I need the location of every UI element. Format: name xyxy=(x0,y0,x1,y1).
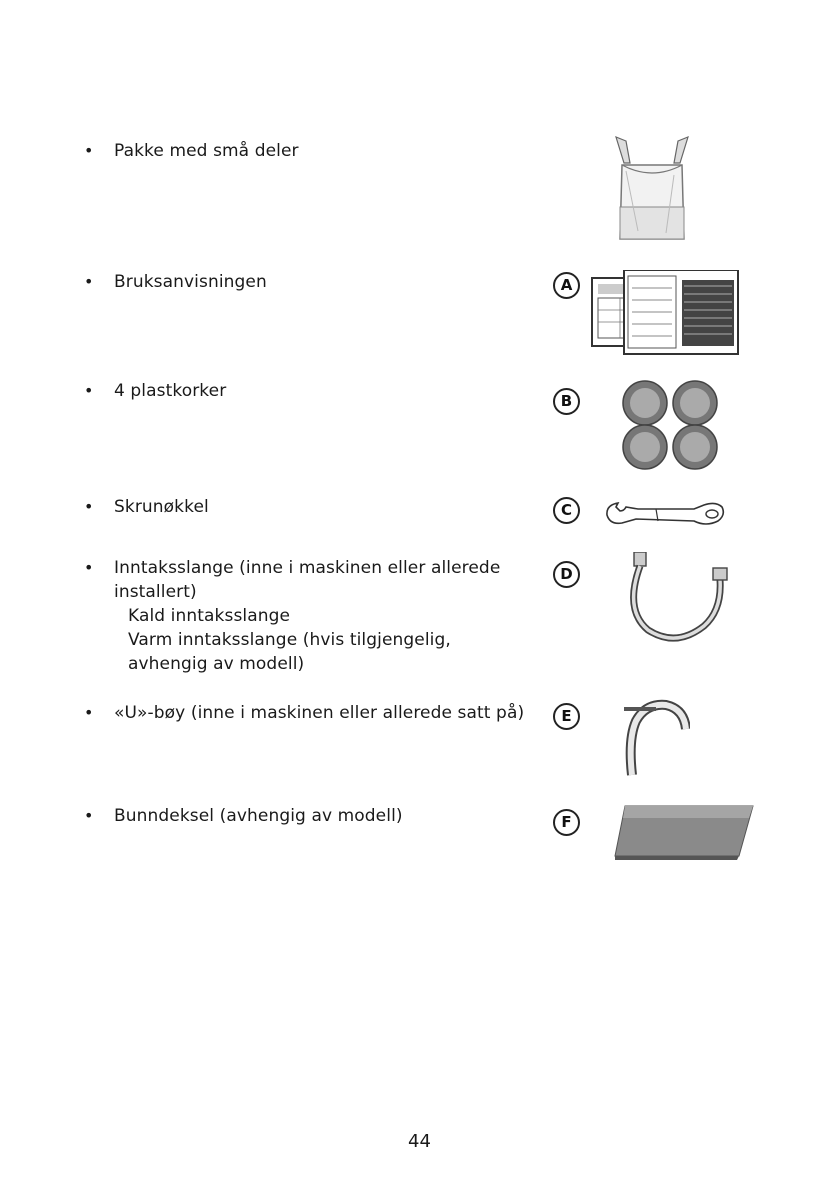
item-text xyxy=(114,556,534,676)
sub-item-hot-hose: Varm inntaksslange (hvis tilgjengelig, avhengig av modell) xyxy=(128,630,451,674)
bag-icon xyxy=(604,135,700,247)
bullet: • xyxy=(84,497,94,516)
manual-icon xyxy=(590,270,740,358)
bullet: • xyxy=(84,703,94,722)
wrench-icon xyxy=(604,499,728,529)
label-a: A xyxy=(553,272,580,299)
item-text: Skrunøkkel xyxy=(114,497,209,517)
item-text: «U»-bøy (inne i maskinen eller allerede satt på) xyxy=(114,703,525,723)
item-main-text: Inntaksslange (inne i maskinen eller allerede installert) xyxy=(114,558,501,602)
item-text: Bunndeksel (avhengig av modell) xyxy=(114,806,403,826)
bullet: • xyxy=(84,141,94,160)
bullet: • xyxy=(84,272,94,291)
item-text: 4 plastkorker xyxy=(114,381,227,401)
bullet: • xyxy=(84,558,94,577)
label-c: C xyxy=(553,497,580,524)
bullet: • xyxy=(84,806,94,825)
bottom-cover-icon xyxy=(613,804,755,862)
sub-item-cold-hose: Kald inntaksslange xyxy=(128,606,291,626)
item-text: Pakke med små deler xyxy=(114,141,299,161)
label-f: F xyxy=(553,809,580,836)
page-number: 44 xyxy=(408,1131,431,1152)
plastic-caps-icon xyxy=(617,379,723,471)
label-b: B xyxy=(553,388,580,415)
bullet: • xyxy=(84,381,94,400)
u-bend-icon xyxy=(622,699,690,779)
hose-icon xyxy=(618,552,738,644)
item-text: Bruksanvisningen xyxy=(114,272,267,292)
label-e: E xyxy=(553,703,580,730)
label-d: D xyxy=(553,561,580,588)
